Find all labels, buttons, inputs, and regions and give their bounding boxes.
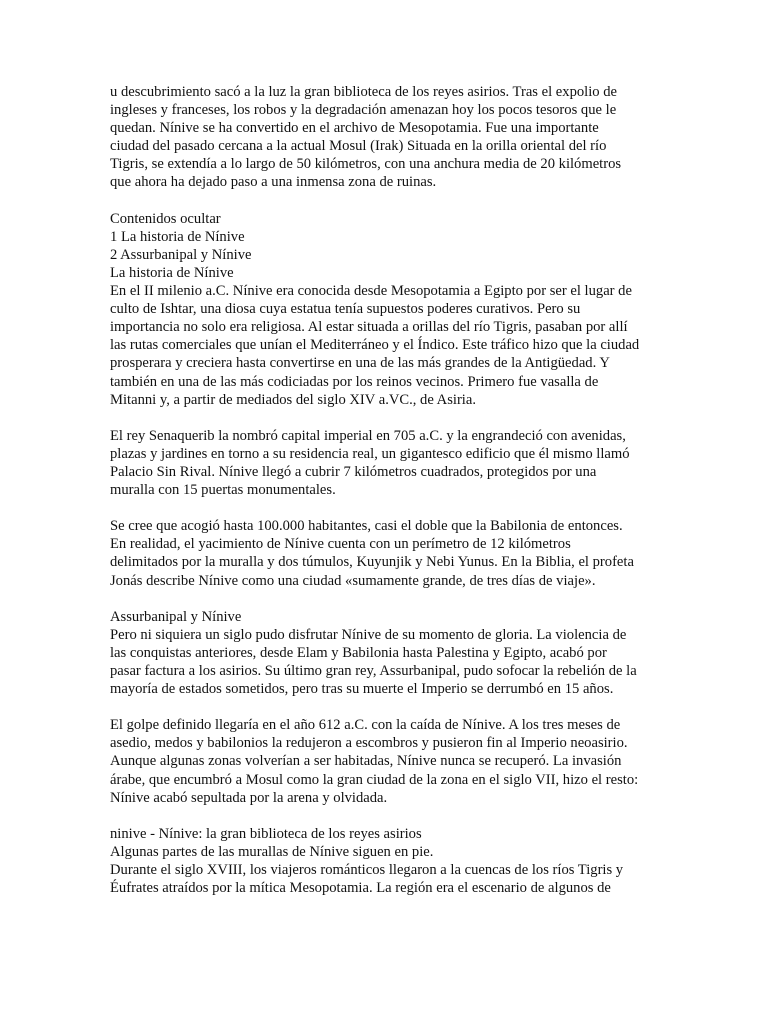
history-paragraph-1: En el II milenio a.C. Nínive era conocida desde Mesopotamia a Egipto por ser el lugar de culto de Ishtar, una diosa cuya estatua tenía supuestos poderes curativos. Pero su importancia no solo era religiosa. Al estar situada a orillas del río Tigris, pasaban por allí las rutas comerciales que unían el Mediterráneo y el Índico. Este tráfico hizo que la ciudad prosperara y creciera hasta convertirse en una de las más grandes de la Antigüedad. Y también en una de las más codiciadas por los reinos vecinos. Primero fue vasalla de Mitanni y, a partir de mediados del siglo XIV a.VC., de Asiria.	[110, 283, 640, 408]
document-page	[110, 83, 640, 897]
toc-title: Contenidos ocultar	[110, 210, 221, 227]
assurbanipal-paragraph-1: Pero ni siquiera un siglo pudo disfrutar Nínive de su momento de gloria. La violencia de las conquistas anteriores, desde Elam y Babilonia hasta Palestina y Egipto, acabó por pasar factura a los asirios. Su último gran rey, Assurbanipal, pudo sofocar la rebelión de la mayoría de estados sometidos, pero tras su muerte el Imperio se derrumbó en 15 años.	[110, 626, 637, 698]
table-of-contents	[110, 210, 640, 264]
toc-item-2[interactable]: 2 Assurbanipal y Nínive	[110, 246, 252, 263]
intro-paragraph: u descubrimiento sacó a la luz la gran biblioteca de los reyes asirios. Tras el expolio de ingleses y franceses, los robos y la degradación amenazan hoy los pocos tesoros que le quedan. Nínive se ha convertido en el archivo de Mesopotamia. Fue una importante ciudad del pasado cercana a la actual Mosul (Irak) Situada en la orilla oriental del río Tigris, se extendía a lo largo de 50 kilómetros, con una anchura media de 20 kilómetros que ahora ha dejado paso a una inmensa zona de ruinas.	[110, 84, 622, 191]
section-heading-assurbanipal: Assurbanipal y Nínive	[110, 608, 242, 625]
assurbanipal-paragraph-2: El golpe definido llegaría en el año 612 a.C. con la caída de Nínive. A los tres meses de asedio, medos y babilonios la redujeron a escombros y pusieron fin al Imperio neoasirio. Aunque algunas zonas volverían a ser habitadas, Nínive nunca se recuperó. La invasión árabe, que encumbró a Mosul como la gran ciudad de la zona en el siglo VII, hizo el resto: Nínive acabó sepultada por la arena y olvidada.	[110, 717, 639, 806]
caption-title: ninive - Nínive: la gran biblioteca de los reyes asirios	[110, 825, 422, 842]
caption-text: Durante el siglo XVIII, los viajeros románticos llegaron a la cuencas de los ríos Tigris y Éufrates atraídos por la mítica Mesopotamia. La región era el escenario de algunos de	[110, 862, 624, 897]
caption-subtitle: Algunas partes de las murallas de Nínive siguen en pie.	[110, 843, 434, 860]
history-paragraph-3: Se cree que acogió hasta 100.000 habitantes, casi el doble que la Babilonia de entonces. En realidad, el yacimiento de Nínive cuenta con un perímetro de 12 kilómetros delimitados por la muralla y dos túmulos, Kuyunjik y Nebi Yunus. En la Biblia, el profeta Jonás describe Nínive como una ciudad «sumamente grande, de tres días de viaje».	[110, 518, 634, 589]
toc-item-1[interactable]: 1 La historia de Nínive	[110, 228, 245, 245]
image-caption-block	[110, 825, 640, 897]
history-paragraph-2: El rey Senaquerib la nombró capital imperial en 705 a.C. y la engrandeció con avenidas, plazas y jardines en torno a su residencia real, un gigantesco edificio que él mismo llamó Palacio Sin Rival. Nínive llegó a cubrir 7 kilómetros cuadrados, protegidos por una muralla con 15 puertas monumentales.	[110, 427, 630, 499]
section-heading-history: La historia de Nínive	[110, 264, 234, 281]
